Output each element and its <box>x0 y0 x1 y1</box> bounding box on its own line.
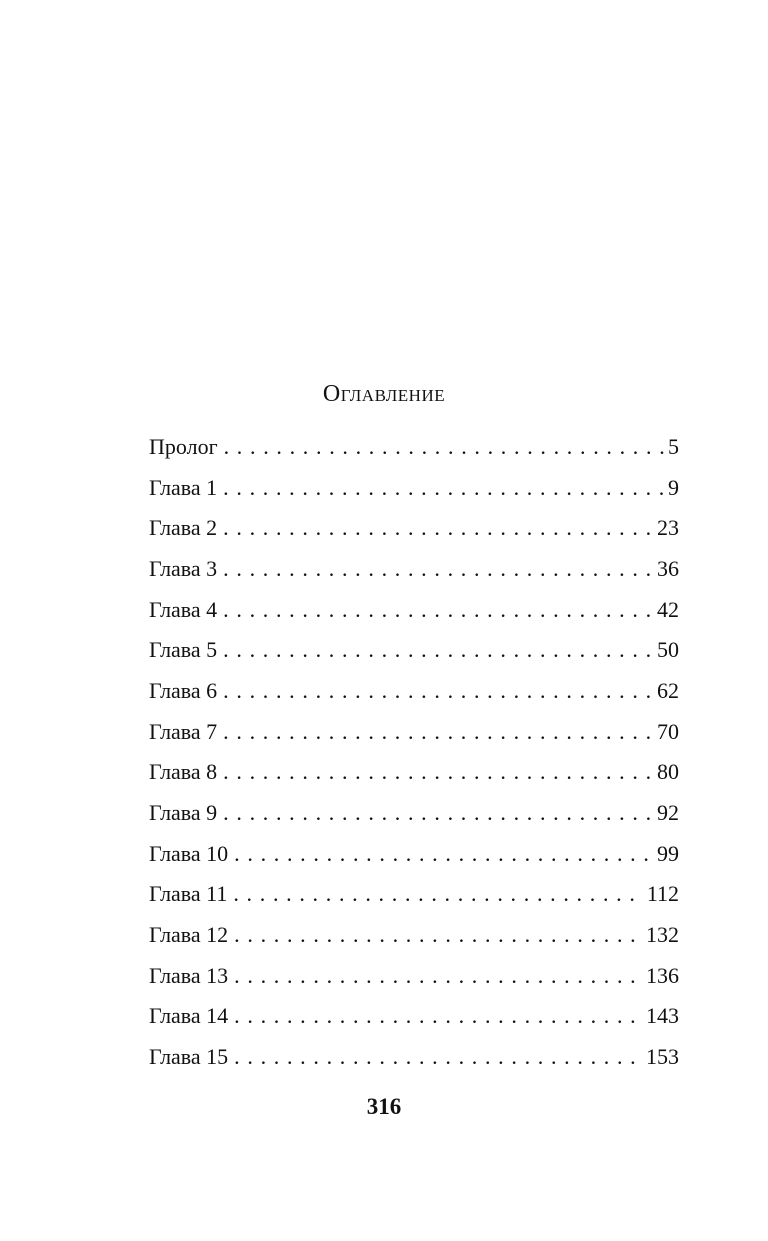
toc-title: Оглавление <box>322 381 446 407</box>
dot-leader <box>223 468 664 508</box>
dot-leader <box>223 752 653 792</box>
toc-entry-label: Глава 15 <box>149 1043 229 1069</box>
toc-entry-chapter-10 <box>149 834 679 875</box>
toc-entry-page: 136 <box>646 962 679 988</box>
toc-entry-label: Глава 11 <box>149 881 228 907</box>
toc-entry-page: 143 <box>646 1003 679 1029</box>
toc-entry-page: 9 <box>668 474 679 500</box>
toc-entry-page: 62 <box>657 677 679 703</box>
toc-list <box>149 427 679 1078</box>
dot-leader <box>223 671 653 711</box>
toc-entry-page: 92 <box>657 799 679 825</box>
dot-leader <box>234 915 642 955</box>
toc-entry-label: Глава 9 <box>149 799 218 825</box>
toc-entry-page: 50 <box>657 637 679 663</box>
dot-leader <box>223 549 653 589</box>
toc-entry-chapter-12 <box>149 915 679 956</box>
toc-entry-label: Глава 6 <box>149 677 218 703</box>
dot-leader <box>223 590 653 630</box>
toc-entry-label: Глава 3 <box>149 555 218 581</box>
toc-entry-chapter-1 <box>149 468 679 509</box>
toc-entry-chapter-11 <box>149 874 679 915</box>
dot-leader <box>223 630 653 670</box>
toc-entry-chapter-9 <box>149 793 679 834</box>
toc-entry-chapter-3 <box>149 549 679 590</box>
toc-entry-page: 132 <box>646 921 679 947</box>
toc-entry-chapter-7 <box>149 712 679 753</box>
dot-leader <box>234 996 642 1036</box>
toc-entry-chapter-6 <box>149 671 679 712</box>
dot-leader <box>233 874 642 914</box>
toc-entry-chapter-8 <box>149 752 679 793</box>
toc-entry-page: 153 <box>646 1043 679 1069</box>
dot-leader <box>234 956 642 996</box>
toc-entry-chapter-13 <box>149 956 679 997</box>
dot-leader <box>234 834 653 874</box>
toc-entry-label: Глава 4 <box>149 596 218 622</box>
toc-entry-chapter-4 <box>149 590 679 631</box>
toc-entry-label: Глава 13 <box>149 962 229 988</box>
toc-entry-chapter-5 <box>149 630 679 671</box>
toc-entry-page: 5 <box>668 434 679 459</box>
toc-entry-label: Глава 8 <box>149 759 218 785</box>
toc-entry-page: 80 <box>657 759 679 785</box>
toc-entry-page: 23 <box>657 515 679 541</box>
toc-entry-chapter-15 <box>149 1037 679 1078</box>
toc-entry-chapter-2 <box>149 508 679 549</box>
toc-entry-label: Пролог <box>149 434 218 459</box>
dot-leader <box>223 508 653 548</box>
dot-leader <box>224 427 664 467</box>
page-number: 316 <box>366 1094 402 1119</box>
toc-entry-page: 42 <box>657 596 679 622</box>
toc-entry-prologue <box>149 427 679 468</box>
toc-entry-label: Глава 5 <box>149 637 218 663</box>
toc-entry-page: 112 <box>646 881 679 907</box>
toc-entry-page: 99 <box>657 840 679 866</box>
dot-leader <box>223 793 653 833</box>
dot-leader <box>223 712 653 752</box>
toc-entry-label: Глава 7 <box>149 718 218 744</box>
toc-entry-label: Глава 2 <box>149 515 218 541</box>
toc-entry-label: Глава 10 <box>149 840 229 866</box>
toc-entry-page: 36 <box>657 555 679 581</box>
dot-leader <box>234 1037 642 1077</box>
toc-entry-chapter-14 <box>149 996 679 1037</box>
toc-entry-label: Глава 12 <box>149 921 229 947</box>
toc-entry-label: Глава 14 <box>149 1003 229 1029</box>
toc-entry-page: 70 <box>657 718 679 744</box>
toc-entry-label: Глава 1 <box>149 474 218 500</box>
